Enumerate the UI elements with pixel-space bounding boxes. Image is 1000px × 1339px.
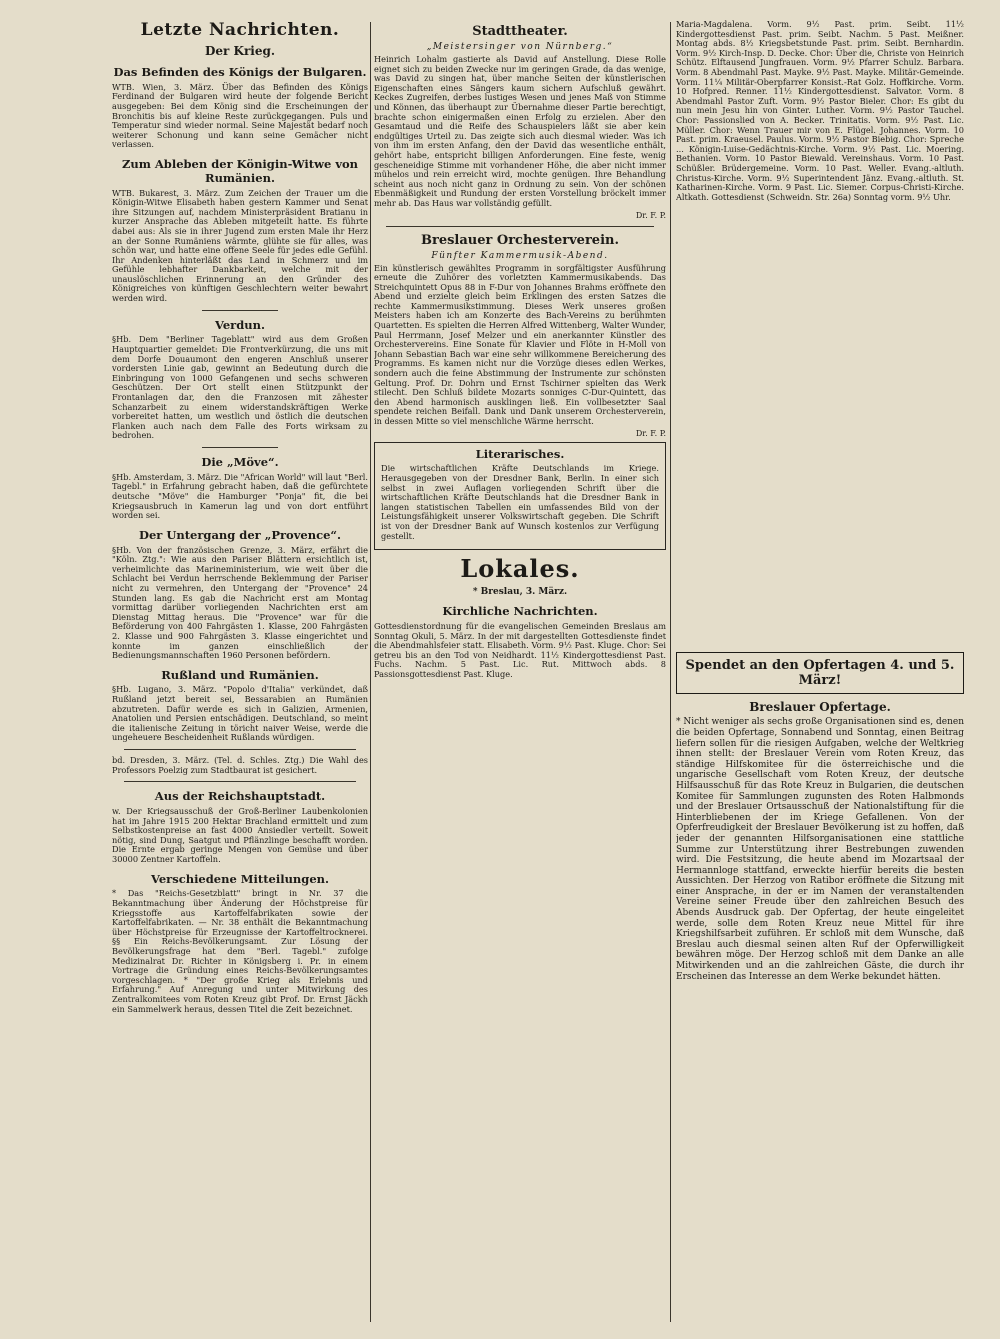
article-heading: Der Untergang der „Provence“. (138, 527, 342, 542)
article-heading: Literarisches. (475, 446, 565, 461)
article-text: Gottesdienstordnung für die evangelischen Gemeinden Breslaus am Sonntag Okuli, 5. März. In der mit dargestellten Gottesdienste findet die Abendmahlsfeier statt. Elisabeth. Vorm. 9½ Past. Kluge. Chor: Sei getreu bis an den Tod von Neidhardt. 11½ Kindergottesdienst Past. Fuchs. Nachm. 5 Past. Lic. Rut. Mittwoch abds. 8 Passionsgottesdienst Past. Kluge. (374, 620, 666, 679)
article-text: * Nicht weniger als sechs große Organisationen sind es, denen die beiden Opfertage, Sonnabend und Sonntag, einen Beitrag liefern sollen für die riesigen Aufgaben, welche der Weltkrieg ihnen stellt: der Breslauer Verein vom Roten Kreuz, das ständige Hilfskomitee für die österreichische und die ungarische Gesellschaft vom Roten Kreuz, der deutsche Hilfsausschuß für das Rote Kreuz in Bulgarien, die deutschen Komitee für Sammlungen zugunsten des Roten Halbmonds und der Breslauer Ortsausschuß der Nationalstiftung für die Hinterbliebenen der im Kriege Gefallenen. Von der Opferfreudigkeit der Breslauer Bevölkerung ist zu hoffen, daß jeder der genannten Hilfsorganisationen eine stattliche Summe zur Unterstützung ihrer Bestrebungen zuwenden wird. Die Festsitzung, die heute abend im Mozartsaal der Hermannloge stattfand, erweckte hierfür bereits die besten Aussichten. Der Herzog von Ratibor eröffnete die Sitzung mit einer Ansprache, in der er im Namen der veranstaltenden Vereine seiner Freude über den zahlreichen Besuch des Abends Ausdruck gab. Der Opfertag, der heute eingeleitet werde, solle dem Roten Kreuz neue Mittel für ihre Kriegshilfsarbeit zuführen. Er schloß mit dem Wunsche, daß Breslau auch diesmal seinen alten Ruf der Opferwilligkeit bewähren möge. Der Herzog schloß mit dem Danke an alle Mitwirkenden und an die zahlreichen Gäste, die durch ihr Erscheinen das Interesse an dem Werke bekundet hätten. (676, 717, 964, 982)
article-text: §Hb. Lugano, 3. März. "Popolo d'Italia" verkündet, daß Rußland jetzt bereit sei, Bessarabien an Rumänien abzutreten. Dafür werde es sich in Galizien, Armenien, Anatolien und Persien entschädigen. Deutschland, so meint die italienische Zeitung in töricht naiver Weise, werde die ungeheuere Bescheidenheit Rußlands würdigen. (112, 684, 368, 743)
donation-notice-box: Spendet an den Opfertagen 4. und 5. März! (676, 652, 964, 694)
section-masthead: Lokales. (460, 554, 580, 584)
dateline: * Breslau, 3. März. (472, 587, 568, 598)
section-masthead: Letzte Nachrichten. (140, 20, 340, 40)
article-text: WTB. Bukarest, 3. März. Zum Zeichen der Trauer um die Königin-Witwe Elisabeth haben gestern Kammer und Senat ihre Sitzungen auf, nachdem Ministerpräsident Bratianu in kurzer Ansprache das Ableben mitgeteilt hatte. Es führte dabei aus: Als sie in ihrer Jugend zum ersten Male ihr Herz an der Sonne Rumäniens wärmte, glühte sie für alles, was schön war, und hatte eine offene Seele für jedes edle Gefühl. Ihr Andenken hinterläßt das Land in Schmerz und im Gefühle lebhafter Dankbarkeit, welche mit der unauslöschlichen Erinnerung an den Gründer des Königreiches von künftigen Geschlechtern weiter bewahrt werden wird. (112, 187, 368, 304)
article-heading: Aus der Reichshauptstadt. (154, 789, 326, 804)
article-signature: Dr. F. P. (635, 428, 666, 438)
article-text: bd. Dresden, 3. März. (Tel. d. Schles. Ztg.) Die Wahl des Professors Poelzig zum Stadtbaurat ist gesichert. (112, 755, 368, 775)
divider (124, 781, 356, 782)
article-text: §Hb. Dem "Berliner Tageblatt" wird aus dem Großen Hauptquartier gemeldet: Die Frontverkürzung, die uns mit dem Dorfe Douaumont den engeren Anschluß unserer vordersten Linie gab, gewinnt an Bedeutung durch die Einbringung von 1000 Gefangenen und sechs schweren Geschützen. Der Ort stellt einen Stützpunkt der Frontanlagen dar, den die Franzosen mit zähester Schanzarbeit zu einem widerstandskräftigen Werke vorbereitet hatten, um westlich und östlich die deutschen Flanken auch nach dem Falle des Forts wirksam zu bedrohen. (112, 334, 368, 441)
article-text: Die wirtschaftlichen Kräfte Deutschlands im Kriege. Herausgegeben von der Dresdner Bank, Berlin. In einer sich selbst in zwei Auflagen vorliegenden Schrift über die wirtschaftlichen Kräfte Deutschlands hat die Dresdner Bank in langen statistischen Tabellen ein umfassendes Bild von der Leistungsfähigkeit unserer Volkswirtschaft gegeben. Die Schrift ist von der Dresdner Bank auf Wunsch kostenlos zur Verfügung gestellt. (381, 463, 659, 541)
article-subheading: „Meistersinger von Nürnberg.“ (426, 42, 614, 52)
column-rule-1 (370, 22, 371, 1322)
literary-box (374, 442, 666, 551)
article-heading: Das Befinden des Königs der Bulgaren. (113, 65, 367, 79)
article-text: §Hb. Von der französischen Grenze, 3. März, erfährt die "Köln. Ztg.": Wie aus den Pariser Blättern ersichtlich ist, verheimlichte das Marineministerium, wie weit über die Schlacht bei Verdun herrschende Beklemmung der Pariser nicht zu vermehren, den Untergang der "Provence" 24 Stunden lang. Es gab die Nachricht erst am Montag vormittag darüber vorliegenden Nachrichten erst am Dienstag Mittag heraus. Die "Provence" war für die Beförderung von 400 Fahrgästen 1. Klasse, 200 Fahrgästen 2. Klasse und 900 Fahrgästen 3. Klasse eingerichtet und konnte im ganzen einschließlich der Bedienungsmannschaften 1960 Personen befördern. (112, 544, 368, 661)
article-heading: Kirchliche Nachrichten. (442, 604, 598, 619)
article-signature: Dr. F. P. (635, 210, 666, 220)
divider (386, 226, 654, 227)
article-heading: Breslauer Opfertage. (749, 700, 891, 714)
article-heading: Verdun. (214, 317, 265, 332)
article-heading: Zum Ableben der Königin-Witwe von Rumänien. (121, 156, 359, 185)
column-1 (112, 20, 368, 1320)
column-2 (374, 20, 666, 1320)
church-listings: Maria-Magdalena. Vorm. 9½ Past. prim. Seibt. 11½ Kindergottesdienst Past. prim. Seibt. Nachm. 5 Past. Meißner. Montag abds. 8½ Kriegsbetstunde Past. prim. Seibt. Bernhardin. Vorm. 9½ Kirch-Insp. D. Decke. Chor: Über die, Christe von Heinrich Schütz. Elftausend Jungfrauen. Vorm. 9½ Pfarrer Schulz. Barbara. Vorm. 8 Abendmahl Past. Mayke. 9½ Past. Mayke. Militär-Gemeinde. Vorm. 11¼ Militär-Oberpfarrer Konsist.-Rat Golz. Hoffkirche. Vorm. 10 Hofpred. Renner. 11½ Kindergottesdienst. Salvator. Vorm. 8 Abendmahl Pastor Zuft. Vorm. 9½ Pastor Bieler. Chor: Es gibt du nun mein Jesu hin von Ginter. Luther. Vorm. 9½ Pastor Tauchel. Chor: Passionslied von A. Becker. Trinitatis. Vorm. 9½ Past. Lic. Müller. Chor: Wenn Trauer mir von E. Flügel. Johannes. Vorm. 10 Past. prim. Kraeusel. Paulus. Vorm. 9½ Pastor Biebig. Chor: Spreche ... Königin-Luise-Gedächtnis-Kirche. Vorm. 9½ Past. Lic. Moering. Bethanien. Vorm. 10 Pastor Biewald. Vereinshaus. Vorm. 10 Past. Schüßler. Brüdergemeine. Vorm. 10 Past. Weller. Evang.-altluth. Christus-Kirche. Vorm. 9½ Superintendent Jänz. Evang.-altluth. St. Katharinen-Kirche. Vorm. 9 Past. Lic. Siemer. Corpus-Christi-Kirche. Altkath. Gottesdienst (Schweidn. Str. 26a) Sonntag vorm. 9½ Uhr. (676, 20, 964, 202)
article-text: WTB. Wien, 3. März. Über das Befinden des Königs Ferdinand der Bulgaren wird heute der folgende Bericht ausgegeben: Bei dem König sind die Erscheinungen der Bronchitis bis auf kleine Reste zurückgegangen. Puls und Temperatur sind wieder normal. Seine Majestät bedarf noch weiterer Schonung und kann seine Gemächer nicht verlassen. (112, 81, 368, 150)
divider (202, 447, 278, 448)
article-heading: Verschiedene Mitteilungen. (150, 871, 330, 886)
divider (124, 749, 356, 750)
article-heading: Stadttheater. (472, 24, 568, 39)
article-subheading: Fünfter Kammermusik-Abend. (431, 250, 609, 261)
article-text: * Das "Reichs-Gesetzblatt" bringt in Nr. 37 die Bekanntmachung über Änderung der Höchstpreise für Kriegsstoffe aus Kartoffelfabrikaten sowie der Kartoffelfabrikaten. — Nr. 38 enthält die Bekanntmachung über Höchstpreise für Erzeugnisse der Kartoffeltrocknerei. §§ Ein Reichs-Bevölkerungsamt. Zur Lösung der Bevölkerungsfrage hat dem "Berl. Tagebl." zufolge Medizinalrat Dr. Richter in Königsberg i. Pr. in einem Vortrage die Gründung eines Reichs-Bevölkerungsamtes vorgeschlagen. * "Der große Krieg als Erlebnis und Erfahrung." Auf Anregung und unter Mitwirkung des Zentralkomitees vom Roten Kreuz gibt Prof. Dr. Ernst Jäckh ein Sammelwerk heraus, dessen Titel die Zeit bezeichnet. (112, 888, 368, 1014)
article-text: Heinrich Lohalm gastierte als David auf Anstellung. Diese Rolle eignet sich zu beiden Zwecke nur im geringen Grade, da das wenige, was David zu singen hat, über manche Seiten der künstlerischen Eigenschaften eines Sängers kaum sichern Aufschluß gewährt. Keckes Zugreifen, derbes lustiges Wesen und jenes Maß von Stimme und Können, das überhaupt zur Übernahme dieser Partie berechtigt, brachte schon einigermaßen einen Erfolg zu erzielen. Aber den Gesamtaud und die Reife des Schauspielers läßt sie aber kein endgültiges Urteil zu. Das zeigte sich auch diesmal wieder. Was ich von ihm im ersten Anfang, den der David das wesentliche enthält, gehört habe, entspricht billigen Anforderungen. Eine feste, wenig gescheneidige Stimme mit vorhandener Höhe, die aber nicht immer mühelos und rein erreicht wird, mochte genügen. Ihre Behandlung scheint aus noch nicht ganz in Ordnung zu sein. Von der schönen Ebenmäßigkeit und Rundung der ersten Vorstellung bröckelt immer mehr ab. Das Haus war vollständig gefüllt. (374, 54, 666, 208)
column-rule-2 (670, 22, 671, 1322)
article-text: §Hb. Amsterdam, 3. März. Die "African World" will laut "Berl. Tagebl." in Erfahrung gebracht haben, daß die gefürchtete deutsche "Möve" die Hamburger "Ponja" fit, die bei Kriegsausbruch in Kamerun lag und von dort entführt worden sei. (112, 471, 368, 521)
article-text: Ein künstlerisch gewähltes Programm in sorgfältigster Ausführung erneute die Zuhörer des vorletzten Kammermusikabends. Das Streichquintett Opus 88 in F-Dur von Johannes Brahms eröffnete den Abend und erzielte gleich beim Erklingen des ersten Satzes die rechte Kammermusikstimmung. Dieses Werk unseres großen Meisters haben ich am Konzerte des Bach-Vereins zu berühmten Quartetten. Es spielten die Herren Alfred Wittenberg, Walter Wunder, Paul Herrmann, Josef Melzer und ein anerkannter Künstler des Orchestervereins. Eine Sonate für Klavier und Flöte in H-Moll von Johann Sebastian Bach war eine sehr willkommene Bereicherung des Programms. Es kamen nicht nur die Vorzüge dieses edlen Werkes, sondern auch die feine Abstimmung der Instrumente zur schönsten Geltung. Prof. Dr. Dohrn und Ernst Tschirner spielten das Werk stilecht. Den Schluß bildete Mozarts sonniges C-Dur-Quintett, das den Abend harmonisch ausklingen ließ. Ein vollbesetzter Saal spendete reichen Beifall. Dank und Dank unserem Orchesterverein, in dessen Mitte so viel menschliche Wärme herrscht. (374, 262, 666, 426)
article-text: w. Der Kriegsausschuß der Groß-Berliner Laubenkolonien hat im Jahre 1915 200 Hektar Brachland ermittelt und zum Selbstkostenpreise an fast 4000 Ansiedler verteilt. Soweit nötig, sind Dung, Saatgut und Pflänzlinge beschafft worden. Die Ernte ergab geringe Mengen von Gemüse und über 30000 Zentner Kartoffeln. (112, 806, 368, 864)
article-heading: Die „Möve“. (201, 455, 279, 469)
divider (202, 310, 278, 311)
section-subtitle: Der Krieg. (204, 44, 276, 58)
article-heading: Breslauer Orchesterverein. (420, 232, 619, 248)
article-heading: Rußland und Rumänien. (161, 667, 319, 682)
